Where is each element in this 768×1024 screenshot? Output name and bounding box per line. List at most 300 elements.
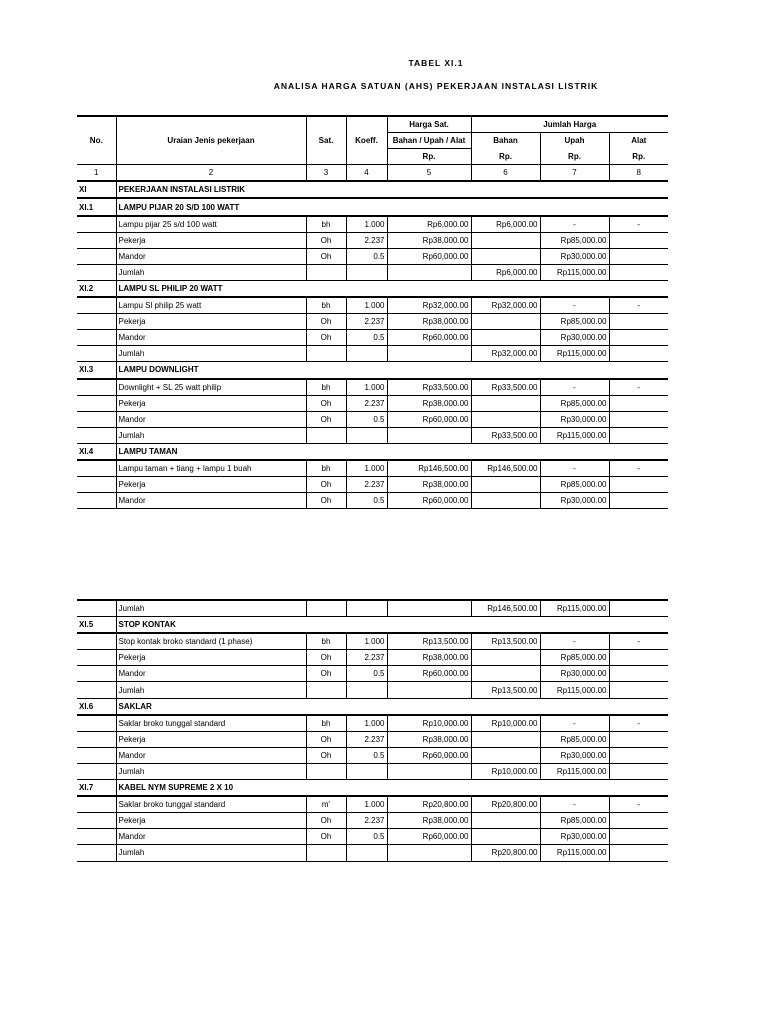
header-row-3 <box>77 149 668 165</box>
item-alat: - <box>609 796 668 813</box>
item-spacer <box>77 346 116 362</box>
item-harga: Rp60,000.00 <box>387 248 471 264</box>
item-alat <box>609 330 668 346</box>
item-desc: Downlight + SL 25 watt philip <box>116 379 306 396</box>
item-alat: - <box>609 216 668 233</box>
item-bahan: Rp10,000.00 <box>471 763 540 779</box>
item-harga: Rp60,000.00 <box>387 666 471 682</box>
group-name: LAMPU PIJAR 20 S/D 100 WATT <box>116 198 668 215</box>
item-row <box>77 216 668 233</box>
item-koeff: 2.237 <box>346 395 387 411</box>
item-desc: Pekerja <box>116 650 306 666</box>
group-header-row <box>77 362 668 379</box>
item-bahan <box>471 813 540 829</box>
item-bahan: Rp146,500.00 <box>471 460 540 477</box>
item-alat <box>609 346 668 362</box>
item-row <box>77 796 668 813</box>
header-upah-unit: Rp. <box>540 149 609 165</box>
item-koeff: 1.000 <box>346 379 387 396</box>
group-name: LAMPU TAMAN <box>116 443 668 460</box>
item-upah: Rp85,000.00 <box>540 650 609 666</box>
column-number: 6 <box>471 165 540 182</box>
item-row <box>77 460 668 477</box>
item-koeff: 2.237 <box>346 477 387 493</box>
column-number: 8 <box>609 165 668 182</box>
item-harga: Rp60,000.00 <box>387 330 471 346</box>
item-koeff: 2.237 <box>346 813 387 829</box>
item-sat: Oh <box>306 477 346 493</box>
header-alat-unit: Rp. <box>609 149 668 165</box>
item-upah: Rp30,000.00 <box>540 666 609 682</box>
item-koeff: 2.237 <box>346 314 387 330</box>
item-desc: Pekerja <box>116 395 306 411</box>
table-title: TABEL XI.1 <box>408 58 464 68</box>
item-harga: Rp60,000.00 <box>387 493 471 509</box>
item-koeff <box>346 264 387 280</box>
item-harga: Rp146,500.00 <box>387 460 471 477</box>
header-sat: Sat. <box>306 133 346 149</box>
item-upah: - <box>540 460 609 477</box>
item-bahan <box>471 493 540 509</box>
item-bahan: Rp20,800.00 <box>471 845 540 861</box>
item-harga: Rp13,500.00 <box>387 633 471 650</box>
item-bahan <box>471 411 540 427</box>
item-bahan: Rp6,000.00 <box>471 264 540 280</box>
item-upah: Rp30,000.00 <box>540 330 609 346</box>
item-harga <box>387 427 471 443</box>
item-row <box>77 715 668 732</box>
item-bahan: Rp13,500.00 <box>471 633 540 650</box>
item-row <box>77 731 668 747</box>
item-alat <box>609 650 668 666</box>
item-alat <box>609 813 668 829</box>
item-koeff: 1.000 <box>346 633 387 650</box>
group-code: XI.5 <box>77 617 116 634</box>
item-sat: Oh <box>306 314 346 330</box>
header-harga-sat-sub: Bahan / Upah / Alat <box>387 133 471 149</box>
item-alat <box>609 264 668 280</box>
item-koeff: 1.000 <box>346 715 387 732</box>
item-spacer <box>77 264 116 280</box>
item-row <box>77 248 668 264</box>
item-alat <box>609 731 668 747</box>
item-spacer <box>77 477 116 493</box>
item-koeff <box>346 845 387 861</box>
item-koeff: 1.000 <box>346 796 387 813</box>
item-upah: Rp30,000.00 <box>540 493 609 509</box>
item-koeff: 0.5 <box>346 248 387 264</box>
item-upah: - <box>540 715 609 732</box>
item-harga: Rp38,000.00 <box>387 813 471 829</box>
item-bahan <box>471 330 540 346</box>
item-row <box>77 666 668 682</box>
table-subtitle: ANALISA HARGA SATUAN (AHS) PEKERJAAN INSTALASI LISTRIK <box>273 81 599 91</box>
item-row <box>77 330 668 346</box>
group-name: LAMPU SL PHILIP 20 WATT <box>116 280 668 297</box>
item-spacer <box>77 796 116 813</box>
item-row <box>77 427 668 443</box>
item-desc: Saklar broko tunggal standard <box>116 715 306 732</box>
item-alat <box>609 666 668 682</box>
item-row <box>77 477 668 493</box>
item-koeff: 2.237 <box>346 650 387 666</box>
item-desc: Lampu pijar 25 s/d 100 watt <box>116 216 306 233</box>
item-bahan: Rp6,000.00 <box>471 216 540 233</box>
item-upah: - <box>540 796 609 813</box>
item-spacer <box>77 731 116 747</box>
item-upah: Rp115,000.00 <box>540 264 609 280</box>
item-harga <box>387 845 471 861</box>
item-alat <box>609 314 668 330</box>
item-sat: Oh <box>306 248 346 264</box>
group-code: XI.3 <box>77 362 116 379</box>
item-sat: bh <box>306 460 346 477</box>
item-alat <box>609 411 668 427</box>
item-spacer <box>77 314 116 330</box>
header-no: No. <box>89 136 103 146</box>
group-header-row <box>77 198 668 215</box>
item-upah: - <box>540 216 609 233</box>
item-harga <box>387 682 471 698</box>
item-spacer <box>77 379 116 396</box>
column-number: 7 <box>540 165 609 182</box>
item-harga: Rp38,000.00 <box>387 232 471 248</box>
item-sat: Oh <box>306 813 346 829</box>
item-upah: Rp115,000.00 <box>540 427 609 443</box>
item-sat <box>306 427 346 443</box>
item-sat: Oh <box>306 232 346 248</box>
item-desc: Pekerja <box>116 232 306 248</box>
item-spacer <box>77 845 116 861</box>
item-spacer <box>77 715 116 732</box>
item-upah: Rp85,000.00 <box>540 314 609 330</box>
item-sat: bh <box>306 715 346 732</box>
item-desc: Stop kontak broko standard (1 phase) <box>116 633 306 650</box>
item-desc: Jumlah <box>116 763 306 779</box>
group-code: XI.7 <box>77 780 116 797</box>
item-upah: Rp115,000.00 <box>540 600 609 617</box>
group-code: XI.1 <box>77 198 116 215</box>
header-alat: Alat <box>609 133 668 149</box>
item-harga <box>387 763 471 779</box>
item-harga: Rp38,000.00 <box>387 650 471 666</box>
item-upah: Rp85,000.00 <box>540 477 609 493</box>
item-bahan <box>471 248 540 264</box>
item-koeff: 1.000 <box>346 460 387 477</box>
item-alat: - <box>609 460 668 477</box>
header-jumlah-harga: Jumlah Harga <box>471 116 668 133</box>
item-upah: Rp115,000.00 <box>540 763 609 779</box>
item-koeff: 0.5 <box>346 747 387 763</box>
item-bahan: Rp33,500.00 <box>471 427 540 443</box>
item-koeff <box>346 763 387 779</box>
item-spacer <box>77 763 116 779</box>
item-alat <box>609 845 668 861</box>
section-name: PEKERJAAN INSTALASI LISTRIK <box>116 181 668 198</box>
group-code: XI.4 <box>77 443 116 460</box>
item-upah: - <box>540 379 609 396</box>
header-harga-sat: Harga Sat. <box>387 116 471 133</box>
header-bahan-unit: Rp. <box>471 149 540 165</box>
item-desc: Pekerja <box>116 477 306 493</box>
item-row <box>77 346 668 362</box>
column-number-row <box>77 165 668 182</box>
item-row <box>77 763 668 779</box>
item-spacer <box>77 493 116 509</box>
item-koeff: 0.5 <box>346 666 387 682</box>
item-desc: Saklar broko tunggal standard <box>116 796 306 813</box>
item-sat <box>306 682 346 698</box>
item-spacer <box>77 248 116 264</box>
item-row <box>77 379 668 396</box>
item-desc: Lampu taman + tiang + lampu 1 buah <box>116 460 306 477</box>
item-desc: Mandor <box>116 666 306 682</box>
item-bahan: Rp10,000.00 <box>471 715 540 732</box>
item-desc: Mandor <box>116 330 306 346</box>
item-koeff: 0.5 <box>346 493 387 509</box>
item-alat: - <box>609 633 668 650</box>
header-bahan: Bahan <box>471 133 540 149</box>
item-sat: Oh <box>306 829 346 845</box>
item-sat: bh <box>306 379 346 396</box>
item-koeff <box>346 682 387 698</box>
item-spacer <box>77 813 116 829</box>
item-row <box>77 633 668 650</box>
item-alat <box>609 232 668 248</box>
item-harga <box>387 264 471 280</box>
item-alat <box>609 493 668 509</box>
item-desc: Jumlah <box>116 600 306 617</box>
column-number: 2 <box>116 165 306 182</box>
item-sat: Oh <box>306 395 346 411</box>
group-name: LAMPU DOWNLIGHT <box>116 362 668 379</box>
item-sat: Oh <box>306 493 346 509</box>
item-sat <box>306 845 346 861</box>
group-header-row <box>77 617 668 634</box>
item-bahan <box>471 731 540 747</box>
item-sat: Oh <box>306 411 346 427</box>
item-harga: Rp6,000.00 <box>387 216 471 233</box>
item-harga: Rp38,000.00 <box>387 395 471 411</box>
item-harga: Rp10,000.00 <box>387 715 471 732</box>
item-desc: Jumlah <box>116 845 306 861</box>
item-spacer <box>77 650 116 666</box>
item-desc: Jumlah <box>116 264 306 280</box>
item-bahan: Rp13,500.00 <box>471 682 540 698</box>
item-spacer <box>77 460 116 477</box>
item-sat: bh <box>306 216 346 233</box>
group-header-row <box>77 780 668 797</box>
item-desc: Mandor <box>116 493 306 509</box>
item-bahan <box>471 477 540 493</box>
item-sat: Oh <box>306 731 346 747</box>
item-bahan <box>471 232 540 248</box>
item-upah: Rp115,000.00 <box>540 682 609 698</box>
item-desc: Mandor <box>116 747 306 763</box>
group-name: SAKLAR <box>116 698 668 715</box>
item-spacer <box>77 395 116 411</box>
header-koeff: Koeff. <box>346 133 387 149</box>
item-harga: Rp33,500.00 <box>387 379 471 396</box>
header-row-1 <box>77 116 668 133</box>
item-bahan <box>471 650 540 666</box>
item-sat: Oh <box>306 650 346 666</box>
item-bahan: Rp32,000.00 <box>471 297 540 314</box>
item-bahan: Rp20,800.00 <box>471 796 540 813</box>
item-harga: Rp60,000.00 <box>387 829 471 845</box>
item-bahan <box>471 829 540 845</box>
item-koeff <box>346 346 387 362</box>
item-desc: Pekerja <box>116 813 306 829</box>
item-alat <box>609 477 668 493</box>
item-koeff: 2.237 <box>346 232 387 248</box>
item-spacer <box>77 297 116 314</box>
item-alat <box>609 395 668 411</box>
item-upah: Rp30,000.00 <box>540 829 609 845</box>
group-name: STOP KONTAK <box>116 617 668 634</box>
item-row <box>77 493 668 509</box>
item-spacer <box>77 330 116 346</box>
item-alat <box>609 682 668 698</box>
item-bahan <box>471 666 540 682</box>
item-alat: - <box>609 297 668 314</box>
group-header-row <box>77 280 668 297</box>
item-row <box>77 845 668 861</box>
item-sat: Oh <box>306 747 346 763</box>
item-alat <box>609 427 668 443</box>
item-upah: Rp85,000.00 <box>540 813 609 829</box>
item-harga: Rp20,800.00 <box>387 796 471 813</box>
item-upah: Rp115,000.00 <box>540 346 609 362</box>
item-upah: - <box>540 297 609 314</box>
item-sat: bh <box>306 633 346 650</box>
item-sat <box>306 763 346 779</box>
item-row <box>77 395 668 411</box>
item-alat: - <box>609 379 668 396</box>
item-desc: Pekerja <box>116 731 306 747</box>
item-bahan: Rp146,500.00 <box>471 600 540 617</box>
item-sat: Oh <box>306 666 346 682</box>
item-bahan <box>471 747 540 763</box>
item-alat <box>609 829 668 845</box>
item-sat <box>306 346 346 362</box>
item-koeff <box>346 427 387 443</box>
item-row <box>77 682 668 698</box>
item-spacer <box>77 427 116 443</box>
header-harga-unit: Rp. <box>387 149 471 165</box>
ahs-table-page-top <box>77 115 668 509</box>
header-row-2 <box>77 133 668 149</box>
item-bahan: Rp32,000.00 <box>471 346 540 362</box>
item-sat: m' <box>306 796 346 813</box>
item-alat: - <box>609 715 668 732</box>
column-number: 1 <box>77 165 116 182</box>
item-desc: Lampu Sl philip 25 watt <box>116 297 306 314</box>
item-spacer <box>77 666 116 682</box>
item-harga: Rp38,000.00 <box>387 314 471 330</box>
continuation-row <box>77 600 668 617</box>
item-upah: Rp85,000.00 <box>540 232 609 248</box>
item-spacer <box>77 682 116 698</box>
item-koeff: 0.5 <box>346 330 387 346</box>
group-name: KABEL NYM SUPREME 2 X 10 <box>116 780 668 797</box>
item-bahan <box>471 314 540 330</box>
item-koeff: 2.237 <box>346 731 387 747</box>
item-harga: Rp60,000.00 <box>387 411 471 427</box>
item-spacer <box>77 633 116 650</box>
group-code: XI.6 <box>77 698 116 715</box>
item-harga: Rp32,000.00 <box>387 297 471 314</box>
column-number: 5 <box>387 165 471 182</box>
column-number: 4 <box>346 165 387 182</box>
item-desc: Mandor <box>116 411 306 427</box>
item-alat <box>609 747 668 763</box>
item-koeff: 0.5 <box>346 829 387 845</box>
item-row <box>77 411 668 427</box>
item-upah: Rp85,000.00 <box>540 395 609 411</box>
group-header-row <box>77 698 668 715</box>
item-row <box>77 264 668 280</box>
item-row <box>77 314 668 330</box>
group-code: XI.2 <box>77 280 116 297</box>
item-koeff: 1.000 <box>346 297 387 314</box>
column-number: 3 <box>306 165 346 182</box>
item-upah: - <box>540 633 609 650</box>
item-alat <box>609 763 668 779</box>
item-harga: Rp38,000.00 <box>387 477 471 493</box>
item-desc: Mandor <box>116 248 306 264</box>
header-uraian: Uraian Jenis pekerjaan <box>116 133 306 149</box>
item-bahan: Rp33,500.00 <box>471 379 540 396</box>
item-upah: Rp85,000.00 <box>540 731 609 747</box>
item-desc: Jumlah <box>116 427 306 443</box>
item-upah: Rp115,000.00 <box>540 845 609 861</box>
item-alat <box>609 248 668 264</box>
item-row <box>77 829 668 845</box>
section-code: XI <box>77 181 116 198</box>
item-spacer <box>77 216 116 233</box>
item-desc: Pekerja <box>116 314 306 330</box>
item-row <box>77 813 668 829</box>
item-spacer <box>77 232 116 248</box>
item-koeff: 0.5 <box>346 411 387 427</box>
item-spacer <box>77 747 116 763</box>
ahs-table-page-bottom <box>77 599 668 862</box>
item-row <box>77 232 668 248</box>
item-sat: bh <box>306 297 346 314</box>
section-row <box>77 181 668 198</box>
item-bahan <box>471 395 540 411</box>
item-desc: Jumlah <box>116 346 306 362</box>
item-harga: Rp38,000.00 <box>387 731 471 747</box>
item-row <box>77 747 668 763</box>
item-sat: Oh <box>306 330 346 346</box>
item-desc: Jumlah <box>116 682 306 698</box>
item-spacer <box>77 829 116 845</box>
group-header-row <box>77 443 668 460</box>
item-koeff: 1.000 <box>346 216 387 233</box>
item-spacer <box>77 411 116 427</box>
item-row <box>77 650 668 666</box>
item-harga <box>387 346 471 362</box>
item-desc: Mandor <box>116 829 306 845</box>
item-upah: Rp30,000.00 <box>540 747 609 763</box>
item-harga: Rp60,000.00 <box>387 747 471 763</box>
header-upah: Upah <box>540 133 609 149</box>
item-row <box>77 297 668 314</box>
item-sat <box>306 264 346 280</box>
item-upah: Rp30,000.00 <box>540 411 609 427</box>
